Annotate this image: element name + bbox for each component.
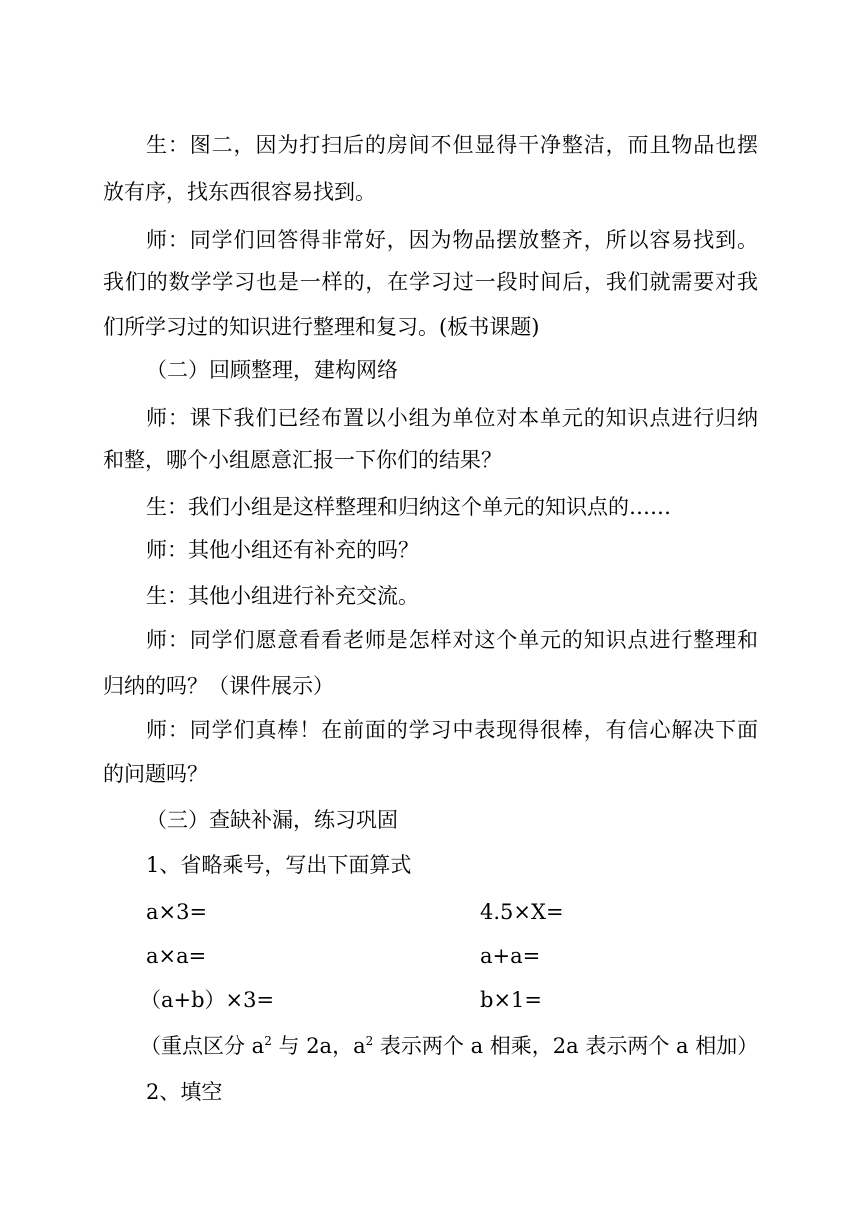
paragraph-4: 生：我们小组是这样整理和归纳这个单元的知识点的…… <box>146 495 671 519</box>
exercise-1-note <box>140 1034 795 1058</box>
note-superscript-2: 2 <box>365 1034 374 1048</box>
paragraph-2-line-3: 们所学习过的知识进行整理和复习。(板书课题) <box>103 315 540 339</box>
paragraph-3-line-1: 师：课下我们已经布置以小组为单位对本单元的知识点进行归纳 <box>146 406 758 430</box>
exercise-1-item-r3c1: （a+b）×3= <box>140 988 275 1012</box>
section-2-heading: （二）回顾整理，建构网络 <box>146 358 398 382</box>
exercise-1-item-r2c1: a×a= <box>146 944 207 968</box>
exercise-1-item-r3c2: b×1= <box>480 988 542 1012</box>
paragraph-8-line-2: 的问题吗？ <box>103 762 208 786</box>
exercise-1-item-r2c2: a+a= <box>480 944 541 968</box>
paragraph-8-line-1: 师：同学们真棒！在前面的学习中表现得很棒，有信心解决下面 <box>146 718 758 742</box>
exercise-1-title: 1、省略乘号，写出下面算式 <box>146 853 412 877</box>
note-superscript-1: 2 <box>264 1034 272 1048</box>
paragraph-7-line-2: 归纳的吗？（课件展示） <box>103 674 334 698</box>
paragraph-3-line-2: 和整，哪个小组愿意汇报一下你们的结果？ <box>103 448 502 472</box>
exercise-1-item-r1c2: 4.5×X= <box>480 900 564 924</box>
paragraph-7-line-1: 师：同学们愿意看看老师是怎样对这个单元的知识点进行整理和 <box>146 628 758 652</box>
paragraph-6: 生：其他小组进行补充交流。 <box>146 584 419 608</box>
note-part-2: 与 2a，a <box>271 1034 366 1058</box>
exercise-1-item-r1c1: a×3= <box>146 900 208 924</box>
section-3-heading: （三）查缺补漏，练习巩固 <box>146 808 398 832</box>
exercise-2-title: 2、填空 <box>146 1080 223 1104</box>
note-part-1: （重点区分 a <box>140 1034 265 1058</box>
paragraph-1-line-2: 放有序，找东西很容易找到。 <box>103 180 376 204</box>
note-part-3: 表示两个 a 相乘，2a 表示两个 a 相加） <box>373 1034 759 1058</box>
paragraph-5: 师：其他小组还有补充的吗？ <box>146 538 419 562</box>
paragraph-2-line-1: 师：同学们回答得非常好，因为物品摆放整齐，所以容易找到。 <box>146 228 758 252</box>
paragraph-2-line-2: 我们的数学学习也是一样的，在学习过一段时间后，我们就需要对我 <box>103 270 758 294</box>
paragraph-1-line-1: 生：图二，因为打扫后的房间不但显得干净整洁，而且物品也摆 <box>146 133 758 157</box>
